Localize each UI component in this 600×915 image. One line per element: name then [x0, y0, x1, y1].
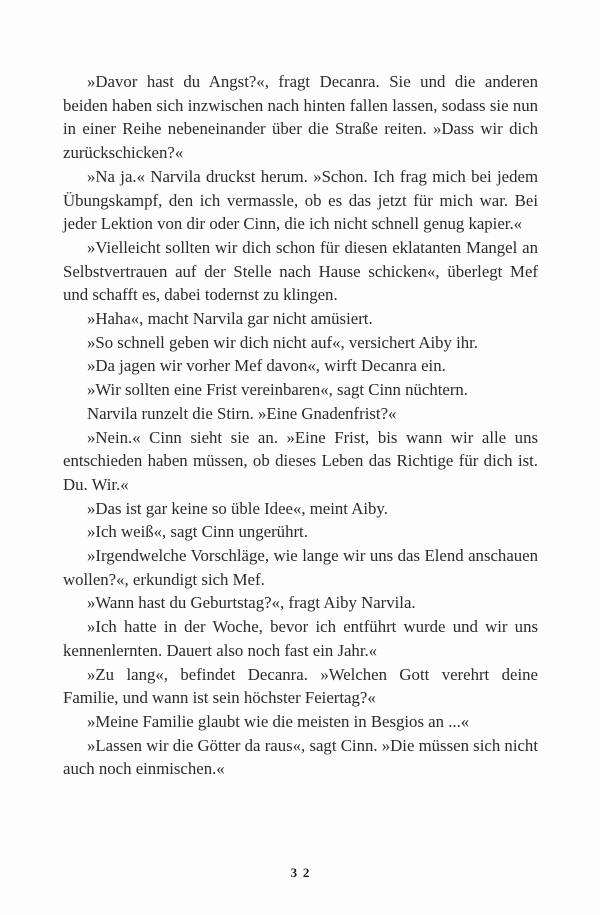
paragraph: »Das ist gar keine so üble Idee«, meint Aiby.: [87, 498, 388, 518]
paragraph: »So schnell geben wir dich nicht auf«, versichert Aiby ihr.: [87, 332, 479, 352]
page-footer: [0, 864, 600, 882]
paragraph: »Na ja.« Narvila druckst herum. »Schon. Ich frag mich bei jedem Übungskampf, den ich vermassle, ob es das jetzt für mich war. Bei jeder Lektion von dir oder Cinn, die ich nicht schnell genug kapier.«: [63, 166, 538, 234]
paragraph: »Haha«, macht Narvila gar nicht amüsiert.: [87, 309, 373, 329]
paragraph: »Nein.« Cinn sieht sie an. »Eine Frist, bis wann wir alle uns entschieden haben müssen, ob dieses Leben das Richtige für dich ist. Du. Wir.«: [63, 427, 538, 494]
paragraph: »Wann hast du Geburtstag?«, fragt Aiby Narvila.: [87, 593, 416, 613]
page-number: 32: [290, 865, 316, 880]
paragraph: »Vielleicht sollten wir dich schon für diesen eklatanten Mangel an Selbstvertrauen auf der Stelle nach Hause schicken«, überlegt Mef und schafft es, dabei todernst zu klingen.: [63, 237, 538, 305]
paragraph: Narvila runzelt die Stirn. »Eine Gnadenfrist?«: [87, 403, 397, 423]
page-text: [63, 70, 538, 781]
paragraph: »Ich weiß«, sagt Cinn ungerührt.: [87, 522, 308, 542]
paragraph: »Meine Familie glaubt wie die meisten in Besgios an ...«: [87, 711, 470, 731]
paragraph: »Ich hatte in der Woche, bevor ich entführt wurde und wir uns kennenlernten. Dauert also noch fast ein Jahr.«: [63, 617, 538, 660]
paragraph: »Lassen wir die Götter da raus«, sagt Cinn. »Die müssen sich nicht auch noch einmischen.«: [63, 735, 538, 779]
paragraph: »Wir sollten eine Frist vereinbaren«, sagt Cinn nüchtern.: [87, 380, 469, 400]
paragraph: »Zu lang«, befindet Decanra. »Welchen Gott verehrt deine Familie, und wann ist sein höchster Feiertag?«: [63, 664, 538, 708]
paragraph: »Irgendwelche Vorschläge, wie lange wir uns das Elend anschauen wollen?«, erkundigt sich Mef.: [63, 546, 538, 589]
paragraph: »Da jagen wir vorher Mef davon«, wirft Decanra ein.: [87, 356, 446, 376]
paragraph: »Davor hast du Angst?«, fragt Decanra. Sie und die anderen beiden haben sich inzwischen nach hinten fallen lassen, sodass sie nun in einer Reihe nebeneinander über die Straße reiten. »Dass wir dich zurückschicken?«: [63, 72, 538, 163]
